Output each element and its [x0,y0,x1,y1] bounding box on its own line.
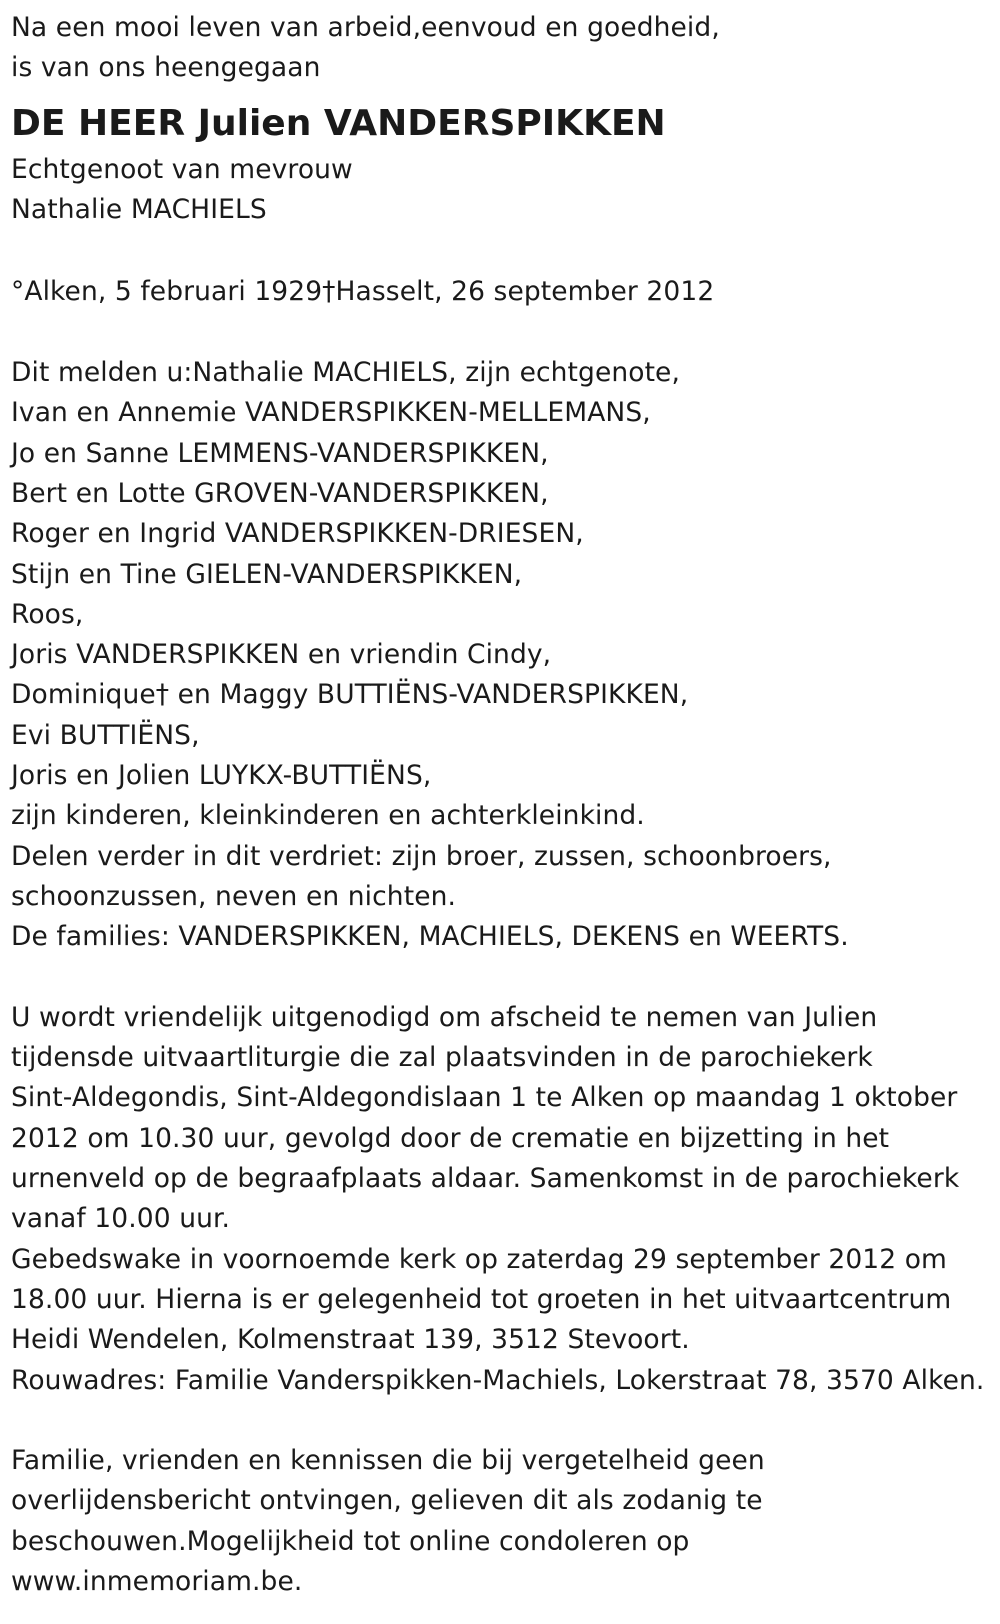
family-line: Roger en Ingrid VANDERSPIKKEN-DRIESEN, [11,518,584,550]
deceased-name: DE HEER Julien VANDERSPIKKEN [11,102,666,144]
family-line: Dit melden u:Nathalie MACHIELS, zijn echtgenote, [11,357,680,389]
closing-section [11,1441,991,1602]
ceremony-line: Heidi Wendelen, Kolmenstraat 139, 3512 Stevoort. [11,1324,690,1356]
family-line: Bert en Lotte GROVEN-VANDERSPIKKEN, [11,477,549,509]
spouse-line: Nathalie MACHIELS [11,193,267,225]
family-line: zijn kinderen, kleinkinderen en achterkleinkind. [11,800,645,832]
ceremony-line: Gebedswake in voornoemde kerk op zaterdag 29 september 2012 om [11,1243,947,1275]
family-section [11,353,991,957]
ceremony-line: U wordt vriendelijk uitgenodigd om afscheid te nemen van Julien [11,1001,878,1033]
closing-line: beschouwen.Mogelijkheid tot online condoleren op [11,1525,690,1557]
family-line: Joris en Jolien LUYKX-BUTTIËNS, [11,760,432,792]
family-line: Evi BUTTIËNS, [11,719,200,751]
ceremony-line: 2012 om 10.30 uur, gevolgd door de crematie en bijzetting in het [11,1122,890,1154]
family-line: Ivan en Annemie VANDERSPIKKEN-MELLEMANS, [11,397,651,429]
closing-line: Familie, vrienden en kennissen die bij vergetelheid geen [11,1445,765,1477]
family-line: Jo en Sanne LEMMENS-VANDERSPIKKEN, [11,437,549,469]
closing-line: overlijdensbericht ontvingen, gelieven dit als zodanig te [11,1485,763,1517]
family-line: schoonzussen, neven en nichten. [11,880,457,912]
family-line: Joris VANDERSPIKKEN en vriendin Cindy, [11,639,552,671]
ceremony-line: tijdensde uitvaartliturgie die zal plaatsvinden in de parochiekerk [11,1042,873,1074]
intro-section [11,8,991,89]
family-line: De families: VANDERSPIKKEN, MACHIELS, DEKENS en WEERTS. [11,921,849,953]
spacer [11,1401,991,1441]
spacer [11,313,991,353]
intro-line: is van ons heengegaan [11,52,321,84]
family-line: Delen verder in dit verdriet: zijn broer, zussen, schoonbroers, [11,840,832,872]
spouse-line: Echtgenoot van mevrouw [11,153,353,185]
ceremony-line: vanaf 10.00 uur. [11,1203,231,1235]
spacer [11,232,991,272]
family-line: Stijn en Tine GIELEN-VANDERSPIKKEN, [11,558,523,590]
birth-death-dates: °Alken, 5 februari 1929†Hasselt, 26 september 2012 [11,276,715,308]
spacer [11,958,991,998]
ceremony-section [11,998,991,1401]
ceremony-line: 18.00 uur. Hierna is er gelegenheid tot groeten in het uitvaartcentrum [11,1283,952,1315]
intro-line: Na een mooi leven van arbeid,eenvoud en goedheid, [11,12,720,43]
family-line: Roos, [11,598,84,630]
deceased-section [11,98,991,231]
ceremony-line: urnenveld op de begraafplaats aldaar. Samenkomst in de parochiekerk [11,1163,960,1195]
obituary-document [11,8,991,1602]
condolence-url: www.inmemoriam.be. [11,1565,303,1597]
ceremony-line: Sint-Aldegondis, Sint-Aldegondislaan 1 te Alken op maandag 1 oktober [11,1082,958,1114]
family-line: Dominique† en Maggy BUTTIËNS-VANDERSPIKKEN, [11,679,689,711]
ceremony-line: Rouwadres: Familie Vanderspikken-Machiels, Lokerstraat 78, 3570 Alken. [11,1364,985,1396]
